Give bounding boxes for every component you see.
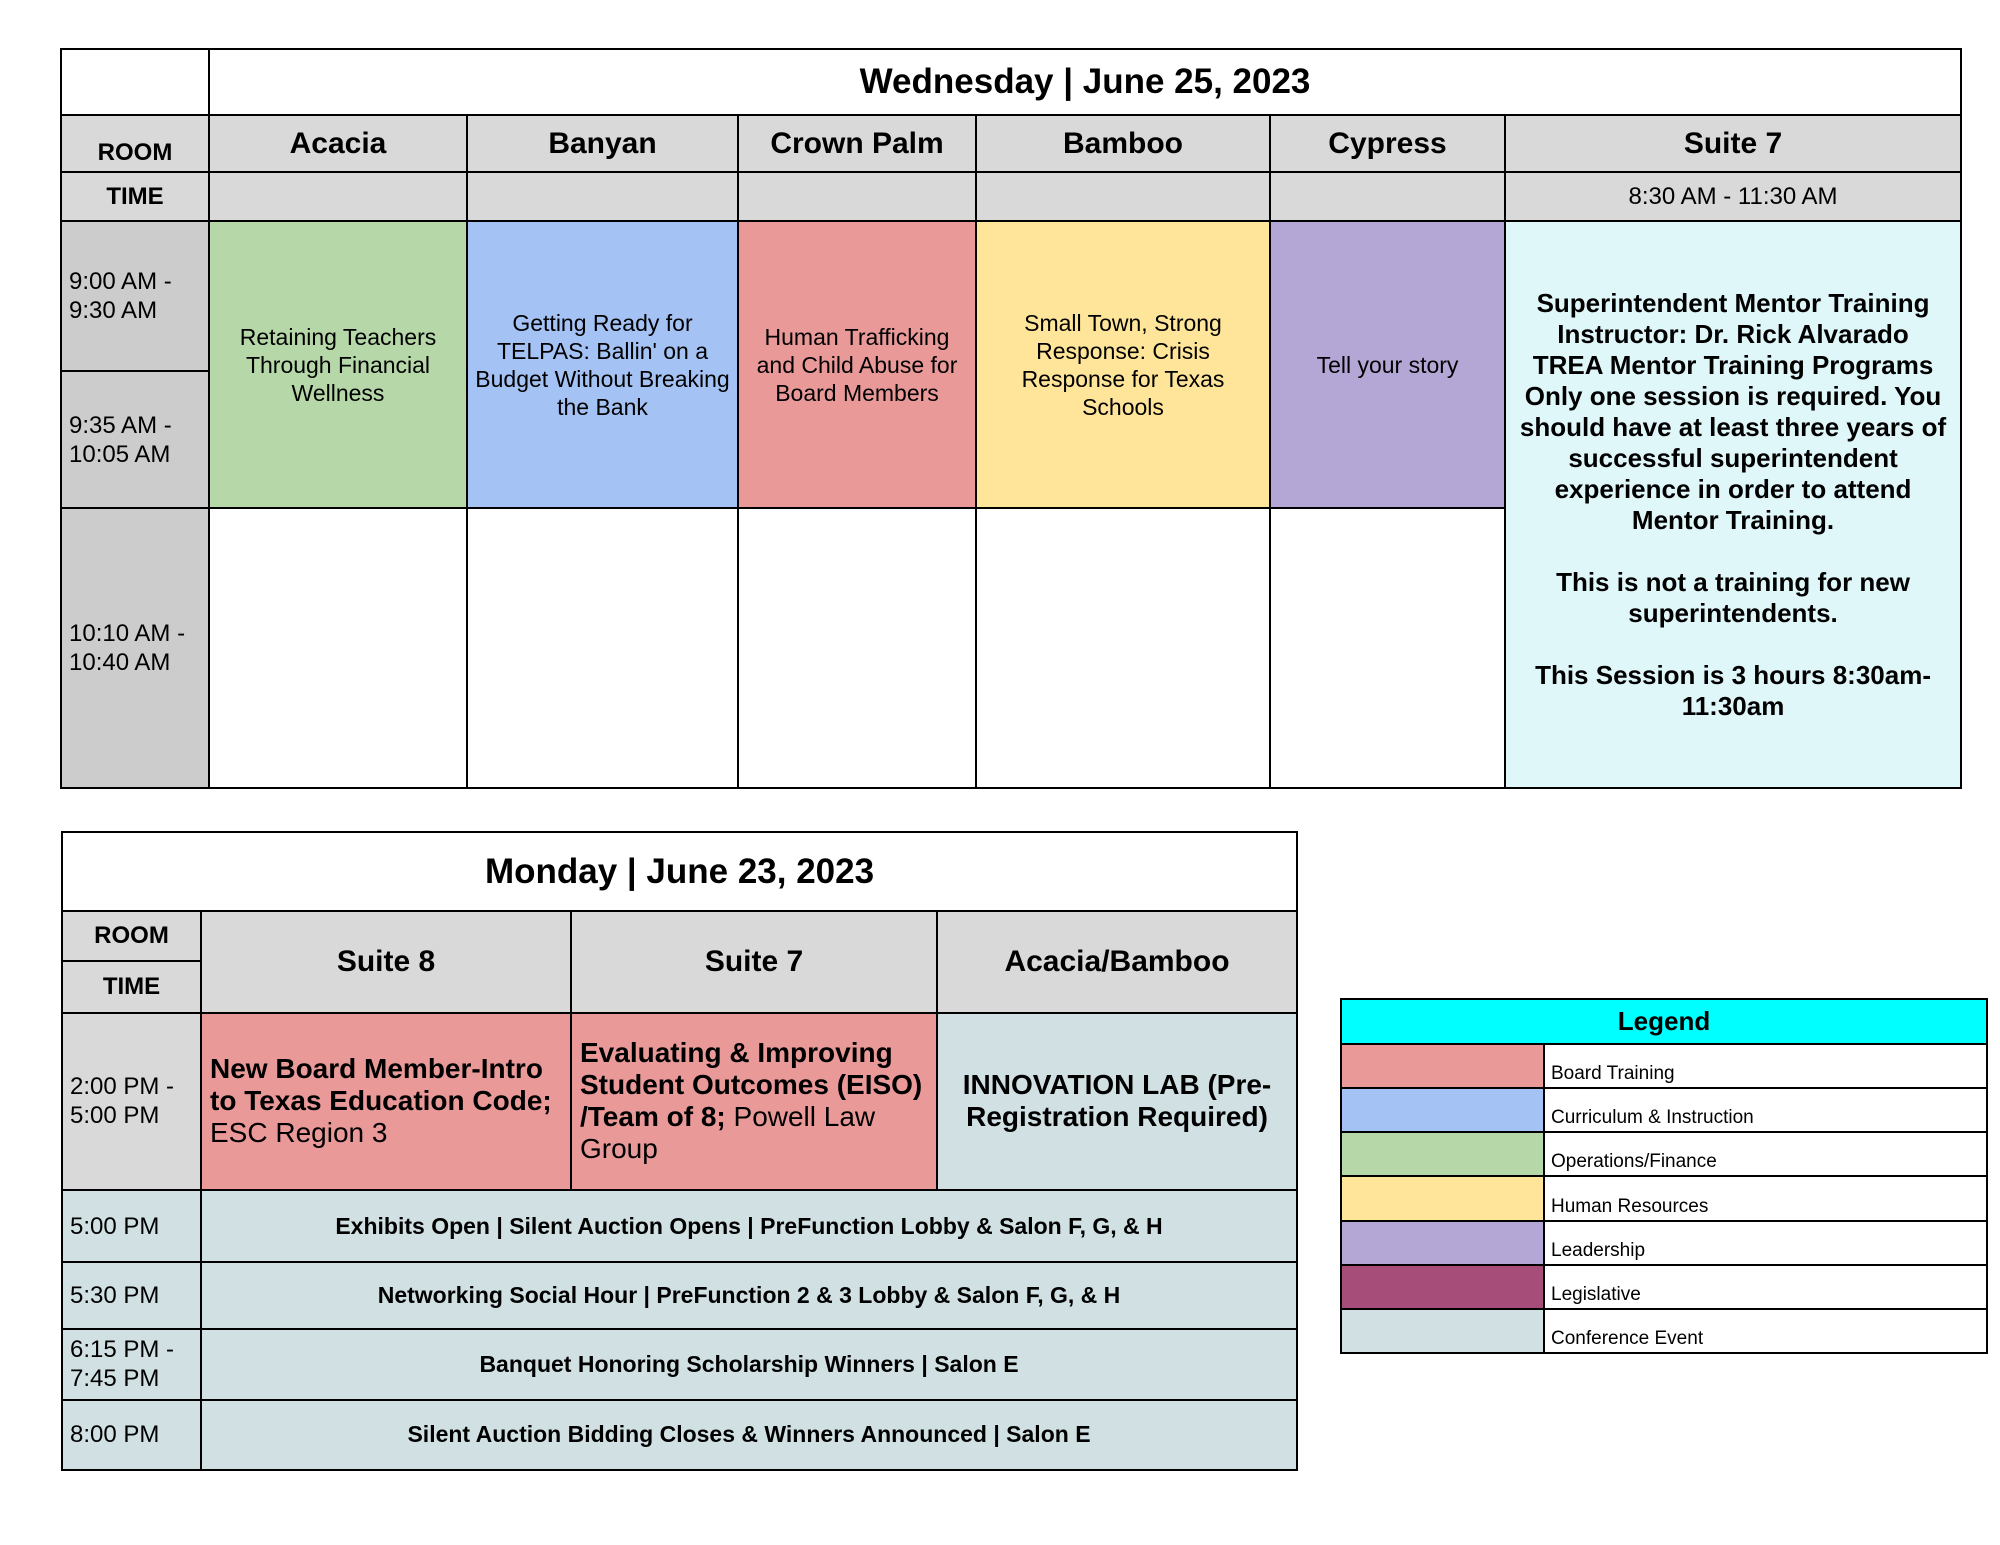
session-bamboo: Small Town, Strong Response: Crisis Response for Texas Schools xyxy=(976,221,1270,508)
time-slot-1: 9:00 AM - 9:30 AM xyxy=(61,221,209,371)
time-cell-acacia xyxy=(209,172,467,221)
time-slot-2: 9:35 AM - 10:05 AM xyxy=(61,371,209,508)
room-header-cypress: Cypress xyxy=(1270,115,1505,172)
event-time-1: 5:00 PM xyxy=(62,1190,201,1262)
event-time-3: 6:15 PM - 7:45 PM xyxy=(62,1329,201,1400)
time-cell-banyan xyxy=(467,172,738,221)
legend-table xyxy=(1340,998,1988,1354)
time-cell-bamboo xyxy=(976,172,1270,221)
monday-room-suite-8: Suite 8 xyxy=(201,911,571,1012)
session-innovation-lab: INNOVATION LAB (Pre-Registration Required) xyxy=(937,1013,1297,1191)
room-header-suite-7: Suite 7 xyxy=(1505,115,1961,172)
mentor-line-not-new: This is not a training for new superintendents. xyxy=(1556,566,1910,628)
empty-cell-bamboo xyxy=(976,508,1270,788)
mentor-line-requirements: Only one session is required. You should have at least three years of successful superintendent experience in order to attend Mentor Training. xyxy=(1519,380,1947,535)
monday-room-label: ROOM xyxy=(62,911,201,961)
empty-cell-banyan xyxy=(467,508,738,788)
mentor-line-instructor: Instructor: Dr. Rick Alvarado xyxy=(1557,318,1909,349)
room-header-banyan: Banyan xyxy=(467,115,738,172)
empty-cell-crown-palm xyxy=(738,508,976,788)
suite7-time: 8:30 AM - 11:30 AM xyxy=(1505,172,1961,221)
empty-cell-acacia xyxy=(209,508,467,788)
event-networking-social: Networking Social Hour | PreFunction 2 & 3 Lobby & Salon F, G, & H xyxy=(201,1262,1297,1328)
legend-label-operations: Operations/Finance xyxy=(1544,1132,1987,1176)
monday-room-acacia-bamboo: Acacia/Bamboo xyxy=(937,911,1297,1012)
session-suite7-title: Evaluating & Improving Student Outcomes (EISO) /Team of 8; xyxy=(580,1037,923,1133)
event-exhibits-open: Exhibits Open | Silent Auction Opens | PreFunction Lobby & Salon F, G, & H xyxy=(201,1190,1297,1262)
legend-swatch-curriculum xyxy=(1341,1088,1544,1132)
legend-swatch-conference-event xyxy=(1341,1309,1544,1353)
legend-title: Legend xyxy=(1341,999,1987,1044)
event-time-2: 5:30 PM xyxy=(62,1262,201,1328)
room-header-crown-palm: Crown Palm xyxy=(738,115,976,172)
event-silent-auction-closes: Silent Auction Bidding Closes & Winners Announced | Salon E xyxy=(201,1400,1297,1470)
legend-swatch-human-resources xyxy=(1341,1176,1544,1220)
monday-title: Monday | June 23, 2023 xyxy=(62,832,1297,911)
event-time-4: 8:00 PM xyxy=(62,1400,201,1470)
session-suite8-presenter: ESC Region 3 xyxy=(210,1117,388,1149)
room-header-acacia: Acacia xyxy=(209,115,467,172)
monday-room-suite-7: Suite 7 xyxy=(571,911,937,1012)
legend-label-leadership: Leadership xyxy=(1544,1221,1987,1265)
empty-cell-cypress xyxy=(1270,508,1505,788)
session-suite7-mentor-training xyxy=(1505,221,1961,788)
legend-swatch-leadership xyxy=(1341,1221,1544,1265)
session-suite7-presenter: Powell Law Group xyxy=(580,1101,876,1165)
session-banyan: Getting Ready for TELPAS: Ballin' on a Budget Without Breaking the Bank xyxy=(467,221,738,508)
mentor-line-duration: This Session is 3 hours 8:30am-11:30am xyxy=(1535,659,1931,721)
room-label: ROOM xyxy=(61,115,209,172)
monday-time-slot-1: 2:00 PM - 5:00 PM xyxy=(62,1013,201,1191)
legend-label-board-training: Board Training xyxy=(1544,1044,1987,1088)
time-cell-cypress xyxy=(1270,172,1505,221)
session-crown-palm: Human Trafficking and Child Abuse for Board Members xyxy=(738,221,976,508)
monday-schedule-table xyxy=(61,831,1298,1471)
legend-swatch-operations xyxy=(1341,1132,1544,1176)
legend-swatch-board-training xyxy=(1341,1044,1544,1088)
wednesday-schedule-table xyxy=(60,48,1962,789)
legend-swatch-legislative xyxy=(1341,1265,1544,1309)
session-cypress: Tell your story xyxy=(1270,221,1505,508)
session-acacia: Retaining Teachers Through Financial Wellness xyxy=(209,221,467,508)
time-slot-3: 10:10 AM - 10:40 AM xyxy=(61,508,209,788)
legend-label-curriculum: Curriculum & Instruction xyxy=(1544,1088,1987,1132)
time-label: TIME xyxy=(61,172,209,221)
session-suite7-eiso xyxy=(571,1013,937,1191)
legend-label-human-resources: Human Resources xyxy=(1544,1176,1987,1220)
event-banquet: Banquet Honoring Scholarship Winners | Salon E xyxy=(201,1329,1297,1400)
legend-label-conference-event: Conference Event xyxy=(1544,1309,1987,1353)
session-suite8-new-board-member xyxy=(201,1013,571,1191)
legend-label-legislative: Legislative xyxy=(1544,1265,1987,1309)
header-blank-cell xyxy=(61,49,209,115)
session-suite8-title: New Board Member-Intro to Texas Education Code; xyxy=(210,1053,552,1117)
mentor-line-title: Superintendent Mentor Training xyxy=(1536,287,1930,318)
wednesday-title: Wednesday | June 25, 2023 xyxy=(209,49,1961,115)
monday-time-label: TIME xyxy=(62,961,201,1012)
room-header-bamboo: Bamboo xyxy=(976,115,1270,172)
mentor-line-program: TREA Mentor Training Programs xyxy=(1532,349,1934,380)
time-cell-crown-palm xyxy=(738,172,976,221)
